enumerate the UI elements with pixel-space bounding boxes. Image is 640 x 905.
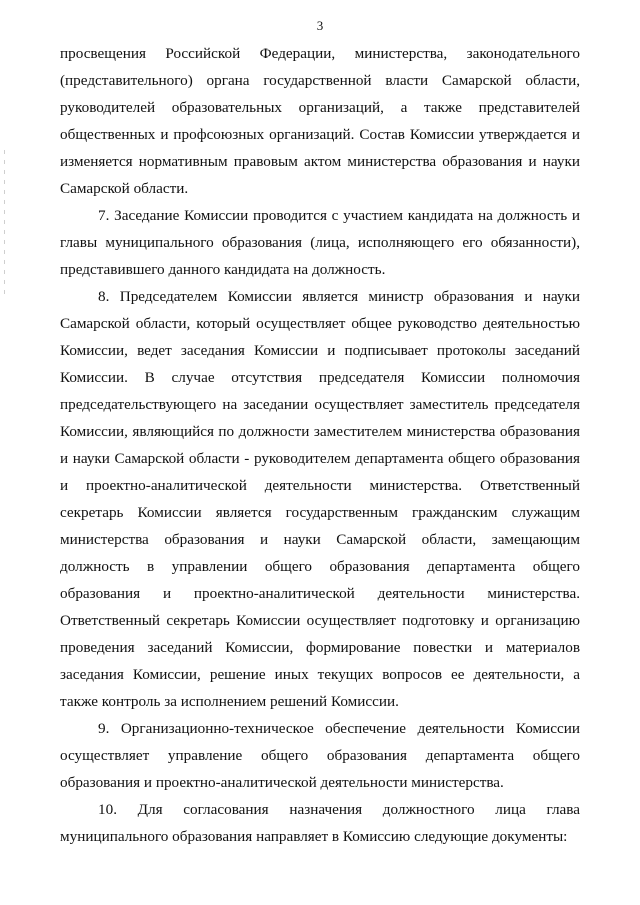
paragraph-8: 8. Председателем Комиссии является министр образования и науки Самарской области, который осуществляет общее руководство деятельностью Комиссии, ведет заседания Комиссии и подписывает протоколы заседаний Комиссии. В случае отсутствия председателя Комиссии полномочия председательствующего на заседании осуществляет заместитель председателя Комиссии, являющийся по должности заместителем министерства образования и науки Самарской области - руководителем департамента общего образования и проектно-аналитической деятельности министерства. Ответственный секретарь Комиссии является государственным гражданским служащим министерства образования и науки Самарской области, замещающим должность в управлении общего образования департамента общего образования и проектно-аналитической деятельности министерства. Ответственный секретарь Комиссии осуществляет подготовку и организацию проведения заседаний Комиссии, формирование повестки и материалов заседания Комиссии, решение иных текущих вопросов ее деятельности, а также контроль за исполнением решений Комиссии. xyxy=(60,288,580,710)
paragraph-7: 7. Заседание Комиссии проводится с участием кандидата на должность и главы муниципального образования (лица, исполняющего его обязанности), представившего данного кандидата на должность. xyxy=(60,207,580,278)
paragraph-10: 10. Для согласования назначения должностного лица глава муниципального образования направляет в Комиссию следующие документы: xyxy=(60,801,580,845)
scan-margin-marks xyxy=(4,150,6,300)
document-body xyxy=(60,40,580,850)
paragraph-9: 9. Организационно-техническое обеспечение деятельности Комиссии осуществляет управление общего образования департамента общего образования и проектно-аналитической деятельности министерства. xyxy=(60,720,580,791)
paragraph-6-continuation: просвещения Российской Федерации, министерства, законодательного (представительного) органа государственной власти Самарской области, руководителей образовательных организаций, а также представителей общественных и профсоюзных организаций. Состав Комиссии утверждается и изменяется нормативным правовым актом министерства образования и науки Самарской области. xyxy=(60,45,580,197)
page-number: 3 xyxy=(316,18,324,33)
